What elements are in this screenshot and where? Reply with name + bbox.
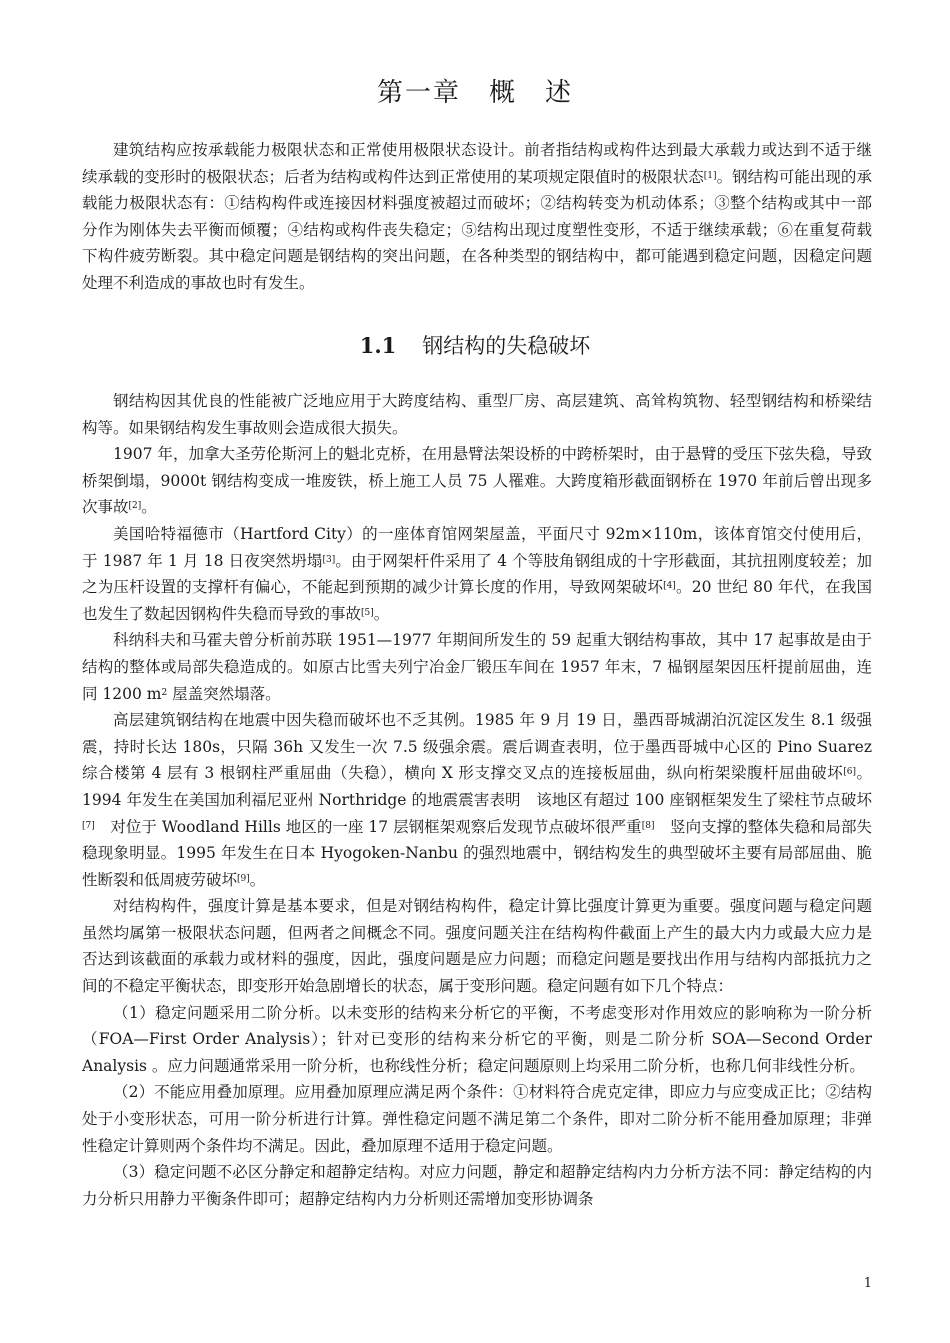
citation: [2] (128, 501, 142, 512)
chapter-title (0, 72, 950, 109)
citation: [4] (663, 581, 676, 592)
section-body (82, 388, 872, 1212)
chapter-name: 概 述 (489, 78, 574, 108)
paragraph: 建筑结构应按承载能力极限状态和正常使用极限状态设计。前者指结构或构件达到最大承载力或达到不适于继续承载的变形时的极限状态；后者为结构或构件达到正常使用的某项规定限值时的极限状态[1]。钢结构可能出现的承载能力极限状态有：①结构构件或连接因材料强度被超过而破坏；②结构转变为机动体系；③整个结构或其中一部分作为刚体失去平衡而倾覆；④结构或构件丧失稳定；⑤结构出现过度塑性变形，不适于继续承载；⑥在重复荷载下构件疲劳断裂。其中稳定问题是钢结构的突出问题，在各种类型的钢结构中，都可能遇到稳定问题，因稳定问题处理不利造成的事故也时有发生。 (82, 141, 872, 292)
citation: [5] (361, 607, 374, 618)
citation: [9] (237, 873, 250, 884)
paragraph: 1907 年，加拿大圣劳伦斯河上的魁北克桥，在用悬臂法架设桥的中跨桥架时，由于悬臂的受压下弦失稳，导致桥架倒塌，9000t 钢结构变成一堆废铁，桥上施工人员 75 人罹难。大跨度箱形截面钢桥在 1970 年前后曾出现多次事故[2]。 (82, 445, 872, 517)
paragraph: 钢结构因其优良的性能被广泛地应用于大跨度结构、重型厂房、高层建筑、高耸构筑物、轻型钢结构和桥梁结构等。如果钢结构发生事故则会造成很大损失。 (82, 392, 872, 437)
page-number: 1 (863, 1276, 872, 1291)
intro-text (82, 137, 872, 297)
citation: [3] (322, 554, 336, 565)
citation: [8] (641, 820, 655, 831)
superscript: 2 (161, 687, 168, 698)
paragraph: （1）稳定问题采用二阶分析。以未变形的结构来分析它的平衡，不考虑变形对作用效应的影响称为一阶分析（FOA—First Order Analysis）；针对已变形的结构来分析它的平衡，则是二阶分析 SOA—Second Order Analysis 。应力问题通常采用一阶分析，也称线性分析；稳定问题原则上均采用二阶分析，也称几何非线性分析。 (82, 1003, 872, 1075)
citation: [6] (843, 767, 856, 778)
paragraph: 美国哈特福德市（Hartford City）的一座体育馆网架屋盖，平面尺寸 92m×110m，该体育馆交付使用后，于 1987 年 1 月 18 日夜突然坍塌[3]。由于网架杆件采用了 4 个等肢角钢组成的十字形截面，其抗扭刚度较差；加之为压杆设置的支撑杆有偏心，不能起到预期的减少计算长度的作用，导致网架破坏[4]。20 世纪 80 年代，在我国也发生了数起因钢构件失稳而导致的事故[5]。 (82, 524, 873, 623)
citation: [7] (82, 820, 95, 831)
paragraph: 高层建筑钢结构在地震中因失稳而破坏也不乏其例。1985 年 9 月 19 日，墨西哥城湖泊沉淀区发生 8.1 级强震，持时长达 180s，只隔 36h 又发生一次 7.5 级强余震。震后调查表明，位于墨西哥城中心区的 Pino Suarez 综合楼第 4 层有 3 根钢柱严重屈曲（失稳），横向 X 形支撑交叉点的连接板屈曲，纵向桁架梁腹杆屈曲破坏[6]。1994 年发生在美国加利福尼亚州 Northridge 的地震震害表明 该地区有超过 100 座钢框架发生了梁柱节点破坏[7] 对位于 Woodland Hills 地区的一座 17 层钢框架观察后发现节点破坏很严重[8] 竖向支撑的整体失稳和局部失稳现象明显。1995 年发生在日本 Hyogoken-Nanbu 的强烈地震中，钢结构发生的典型破坏主要有局部屈曲、脆性断裂和低周疲劳破坏[9]。 (82, 711, 872, 889)
paragraph: （2）不能应用叠加原理。应用叠加原理应满足两个条件：①材料符合虎克定律，即应力与应变成正比；②结构处于小变形状态，可用一阶分析进行计算。弹性稳定问题不满足第二个条件，即对二阶分析不能用叠加原理；非弹性稳定计算则两个条件均不满足。因此，叠加原理不适用于稳定问题。 (82, 1083, 872, 1155)
section-title: 钢结构的失稳破坏 (422, 334, 591, 358)
paragraph: 对结构构件，强度计算是基本要求，但是对钢结构构件，稳定计算比强度计算更为重要。强度问题与稳定问题虽然均属第一极限状态问题，但两者之间概念不同。强度问题关注在结构构件截面上产生的最大内力或最大应力是否达到该截面的承载力或材料的强度，因此，强度问题是应力问题；而稳定问题是要找出作用与结构内部抵抗力之间的不稳定平衡状态，即变形开始急剧增长的状态，属于变形问题。稳定问题有如下几个特点： (82, 897, 872, 996)
paragraph: （3）稳定问题不必区分静定和超静定结构。对应力问题，静定和超静定结构内力分析方法不同：静定结构的内力分析只用静力平衡条件即可；超静定结构内力分析则还需增加变形协调条 (82, 1163, 872, 1208)
section-number: 1.1 (359, 333, 397, 358)
section-heading (0, 330, 950, 360)
paragraph: 科纳科夫和马霍夫曾分析前苏联 1951—1977 年期间所发生的 59 起重大钢结构事故，其中 17 起事故是由于结构的整体或局部失稳造成的。如原古比雪夫列宁冶金厂锻压车间在 1957 年末，7 榀钢屋架因压杆提前屈曲，连同 1200 $m^2$ 屋盖突然塌落。 (82, 631, 872, 703)
chapter-prefix: 第一章 (376, 78, 461, 108)
citation: [1] (703, 170, 717, 181)
